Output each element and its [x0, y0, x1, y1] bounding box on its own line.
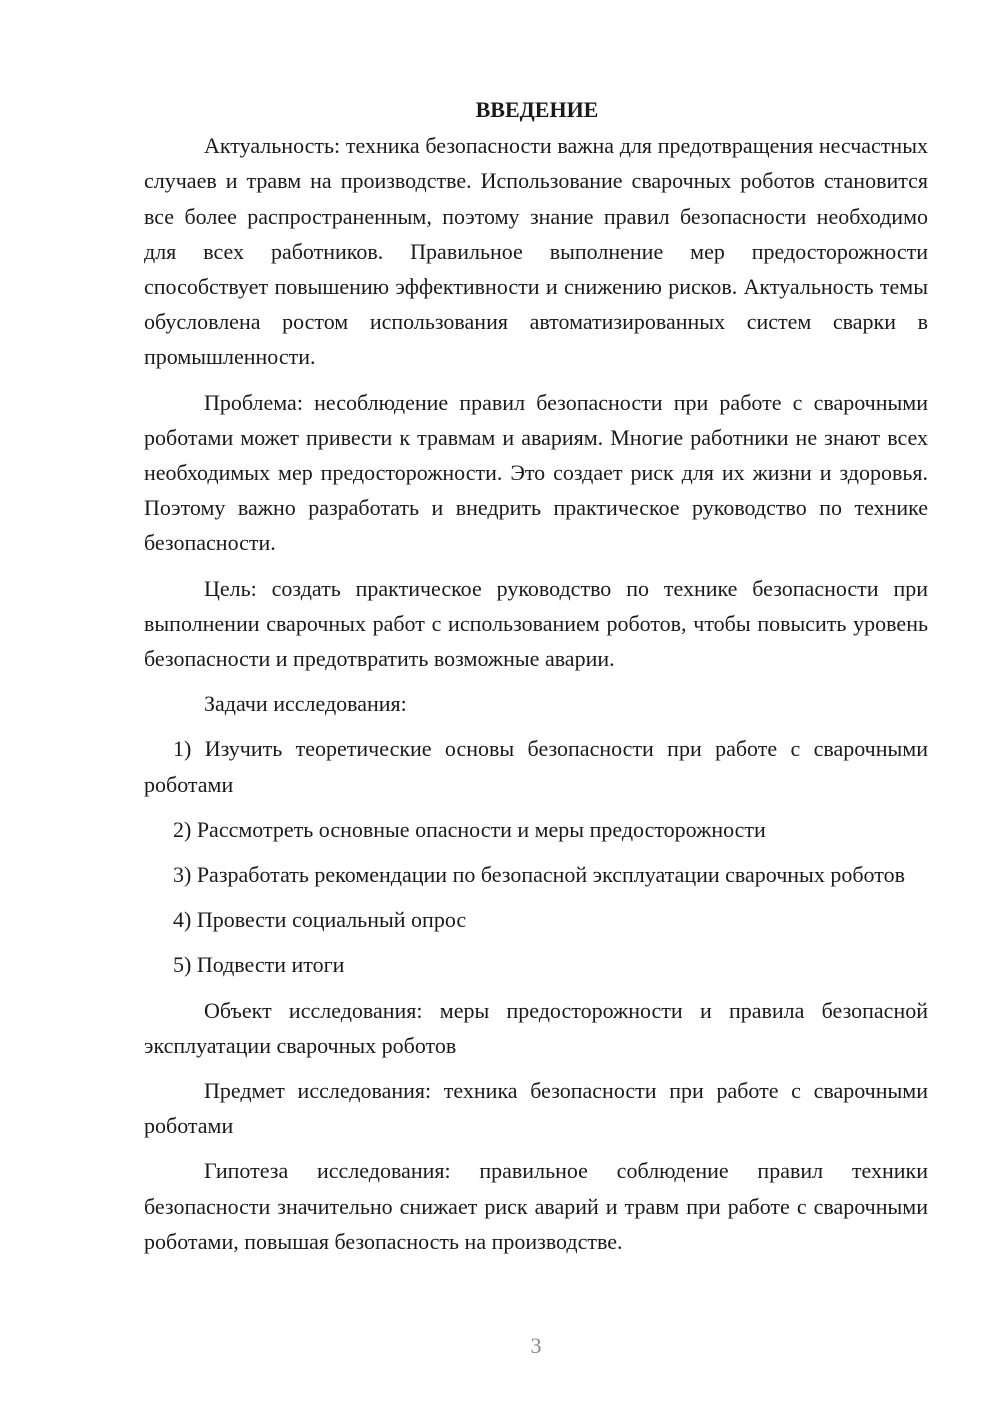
task-item-4: 4) Провести социальный опрос	[173, 907, 467, 933]
problem-paragraph: Проблема: несоблюдение правил безопасности при работе с сварочными роботами может привести к травмам и авариям. Многие работники не знают всех необходимых мер предосторожности. Это создает риск для их жизни и здоровья. Поэтому важно разработать и внедрить практическое руководство по технике безопасности.	[144, 389, 928, 556]
page-number: 3	[530, 1333, 542, 1358]
goal-paragraph: Цель: создать практическое руководство по технике безопасности при выполнении сварочных работ с использованием роботов, чтобы повысить уровень безопасности и предотвратить возможные аварии.	[144, 575, 928, 672]
task-item-1: 1) Изучить теоретические основы безопасности при работе с сварочными роботами	[144, 736, 928, 797]
task-item-5: 5) Подвести итоги	[173, 952, 345, 978]
section-title: ВВЕДЕНИЕ	[475, 97, 599, 122]
task-item-2: 2) Рассмотреть основные опасности и меры предосторожности	[173, 816, 766, 842]
page-content	[144, 92, 928, 1259]
object-paragraph: Объект исследования: меры предосторожности и правила безопасной эксплуатации сварочных роботов	[144, 997, 928, 1058]
relevance-paragraph: Актуальность: техника безопасности важна для предотвращения несчастных случаев и травм на производстве. Использование сварочных роботов становится все более распространенным, поэтому знание правил безопасности необходимо для всех работников. Правильное выполнение мер предосторожности способствует повышению эффективности и снижению рисков. Актуальность темы обусловлена ростом использования автоматизированных систем сварки в промышленности.	[144, 133, 928, 370]
subject-paragraph: Предмет исследования: техника безопасности при работе с сварочными роботами	[144, 1078, 928, 1139]
task-item-3: 3) Разработать рекомендации по безопасной эксплуатации сварочных роботов	[173, 862, 905, 888]
tasks-heading: Задачи исследования:	[204, 691, 407, 717]
hypothesis-paragraph: Гипотеза исследования: правильное соблюдение правил техники безопасности значительно снижает риск аварий и травм при работе с сварочными роботами, повышая безопасность на производстве.	[144, 1158, 928, 1254]
